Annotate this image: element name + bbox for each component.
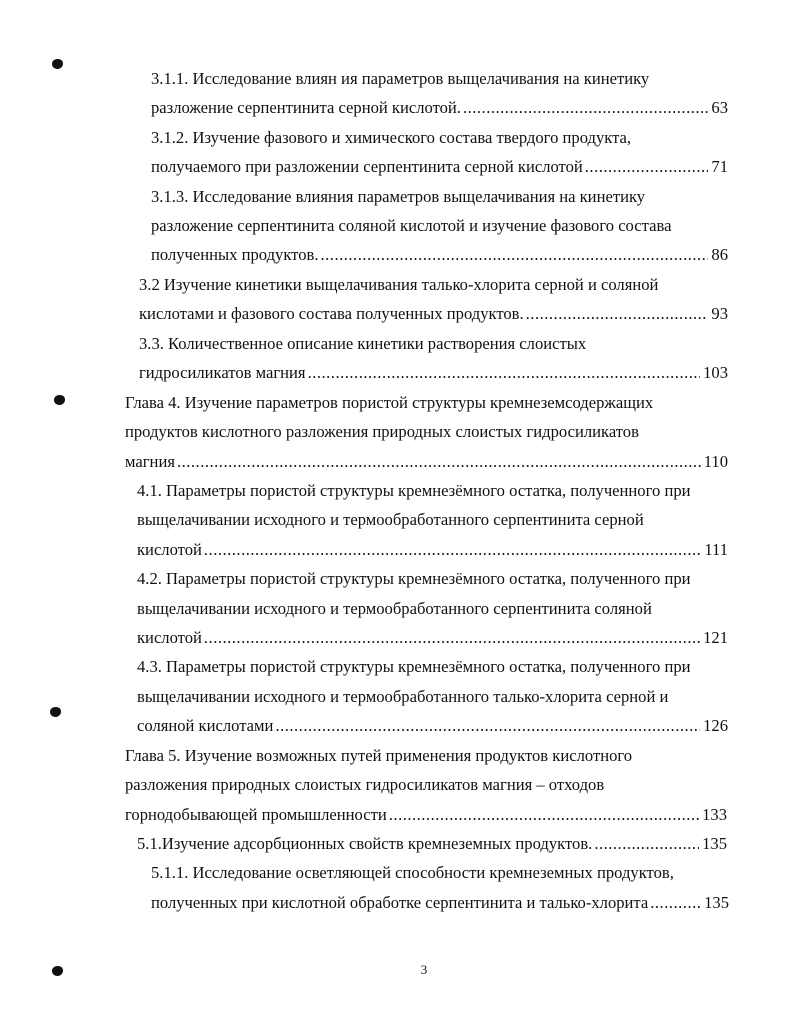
toc-leader-dots xyxy=(650,890,701,916)
toc-chapter-text: продуктов кислотного разложения природных слоистых гидросиликатов xyxy=(125,422,639,441)
toc-entry-text: кислотой xyxy=(137,540,202,559)
toc-line xyxy=(125,802,727,828)
toc-line xyxy=(125,772,735,798)
toc-entry-text: разложение серпентинита серной кислотой. xyxy=(151,98,461,117)
toc-line xyxy=(137,566,732,592)
toc-chapter-text: разложения природных слоистых гидросиликатов магния – отходов xyxy=(125,775,605,794)
toc-page-number: 135 xyxy=(704,893,729,912)
toc-entry-text: кислотами и фазового состава полученных продуктов. xyxy=(139,304,524,323)
toc-entry-text: 4.3. Параметры пористой структуры кремнезёмного остатка, полученного при xyxy=(137,657,691,676)
toc-line xyxy=(137,831,727,857)
toc-entry-text: 3.3. Количественное описание кинетики растворения слоистых xyxy=(139,334,587,353)
toc-page-number: 93 xyxy=(711,304,728,323)
toc-line xyxy=(125,390,735,416)
toc-leader-dots xyxy=(389,802,699,828)
toc-page-number: 63 xyxy=(711,98,728,117)
toc-line xyxy=(151,242,728,268)
toc-line xyxy=(139,272,729,298)
toc-line xyxy=(151,890,729,916)
toc-entry-text: получаемого при разложении серпентинита серной кислотой xyxy=(151,157,583,176)
toc-entry-text: 3.1.1. Исследование влиян ия параметров выщелачивания на кинетику xyxy=(151,69,650,88)
toc-entry-text: гидросиликатов магния xyxy=(139,363,306,382)
toc-page-number: 126 xyxy=(703,716,728,735)
toc-entry-text: 4.2. Параметры пористой структуры кремнезёмного остатка, полученного при xyxy=(137,569,691,588)
toc-entry-text: кислотой xyxy=(137,628,202,647)
toc-entry-text: выщелачивании исходного и термообработанного серпентинита соляной xyxy=(137,599,652,618)
toc-entry-text: полученных продуктов. xyxy=(151,245,319,264)
toc-line xyxy=(125,449,728,475)
toc-line xyxy=(151,213,736,239)
toc-line xyxy=(151,184,736,210)
toc-line xyxy=(137,537,728,563)
toc-page-number: 133 xyxy=(702,805,727,824)
toc-entry-text: 5.1.Изучение адсорбционных свойств кремнеземных продуктов. xyxy=(137,834,593,853)
toc-entry-text: выщелачивании исходного и термообработанного серпентинита серной xyxy=(137,510,644,529)
toc-line xyxy=(151,66,736,92)
toc-page-number: 86 xyxy=(711,245,728,264)
toc-leader-dots xyxy=(308,360,701,386)
toc-line xyxy=(151,860,736,886)
toc-line xyxy=(137,684,732,710)
toc-leader-dots xyxy=(594,831,699,857)
toc-line xyxy=(137,713,728,739)
toc-leader-dots xyxy=(526,301,709,327)
toc-entry-text: 3.1.3. Исследование влияния параметров выщелачивания на кинетику xyxy=(151,187,646,206)
toc-leader-dots xyxy=(204,625,700,651)
toc-entry-text: разложение серпентинита соляной кислотой и изучение фазового состава xyxy=(151,216,672,235)
toc-line xyxy=(125,743,735,769)
toc-page-number: 111 xyxy=(704,540,728,559)
toc-entry-text: 3.2 Изучение кинетики выщелачивания талько-хлорита серной и соляной xyxy=(139,275,659,294)
toc-line xyxy=(139,360,728,386)
toc-chapter-text: горнодобывающей промышленности xyxy=(125,805,387,824)
toc-entry-text: 3.1.2. Изучение фазового и химического состава твердого продукта, xyxy=(151,128,632,147)
toc-chapter-text: Глава 4. Изучение параметров пористой структуры кремнеземсодержащих xyxy=(125,393,654,412)
binder-hole-mark xyxy=(54,395,65,405)
toc-leader-dots xyxy=(177,449,701,475)
toc-leader-dots xyxy=(463,95,708,121)
toc-line xyxy=(137,625,728,651)
toc-line xyxy=(125,419,735,445)
toc-entry-text: 4.1. Параметры пористой структуры кремнезёмного остатка, полученного при xyxy=(137,481,691,500)
toc-line xyxy=(137,507,732,533)
toc-line xyxy=(151,95,728,121)
toc-chapter-text: Глава 5. Изучение возможных путей применения продуктов кислотного xyxy=(125,746,633,765)
binder-hole-mark xyxy=(52,59,63,69)
toc-line xyxy=(151,154,728,180)
page-number: 3 xyxy=(420,962,428,977)
toc-page-number: 71 xyxy=(711,157,728,176)
binder-hole-mark xyxy=(50,707,61,717)
toc-chapter-text: магния xyxy=(125,452,175,471)
toc-line xyxy=(151,125,736,151)
toc-entry-text: 5.1.1. Исследование осветляющей способности кремнеземных продуктов, xyxy=(151,863,674,882)
toc-page-number: 110 xyxy=(703,452,728,471)
toc-line xyxy=(137,596,732,622)
toc-line xyxy=(139,331,729,357)
toc-entry-text: полученных при кислотной обработке серпентинита и талько-хлорита xyxy=(151,893,649,912)
toc-leader-dots xyxy=(275,713,700,739)
toc-page-number: 121 xyxy=(703,628,728,647)
toc-page-number: 135 xyxy=(702,834,727,853)
toc-line xyxy=(137,478,732,504)
toc-line xyxy=(139,301,728,327)
toc-leader-dots xyxy=(204,537,701,563)
toc-line xyxy=(137,654,732,680)
toc-page-number: 103 xyxy=(703,363,728,382)
toc-entry-text: выщелачивании исходного и термообработанного талько-хлорита серной и xyxy=(137,687,669,706)
toc-entry-text: соляной кислотами xyxy=(137,716,274,735)
toc-leader-dots xyxy=(585,154,709,180)
toc-leader-dots xyxy=(321,242,709,268)
